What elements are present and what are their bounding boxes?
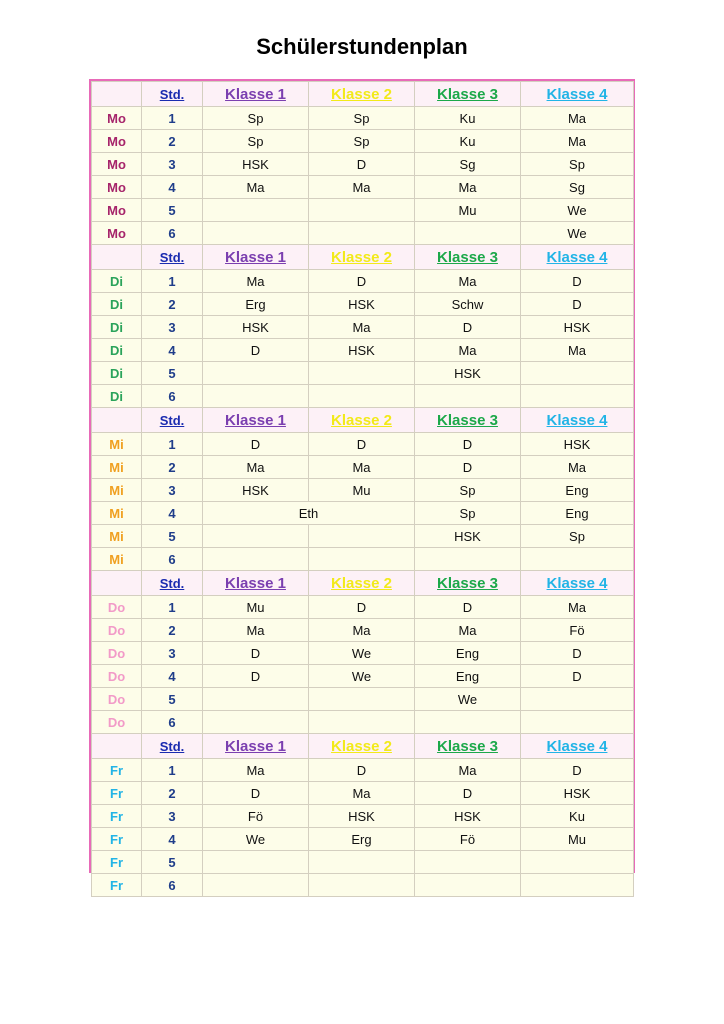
header-row bbox=[92, 571, 634, 596]
day-label: Mo bbox=[92, 176, 142, 199]
day-label: Do bbox=[92, 665, 142, 688]
subject-cell: Ma bbox=[521, 107, 634, 130]
period-number: 1 bbox=[142, 759, 203, 782]
lesson-row bbox=[92, 525, 634, 548]
header-day-cell bbox=[92, 82, 142, 107]
lesson-row bbox=[92, 851, 634, 874]
header-std: Std. bbox=[142, 734, 203, 759]
lesson-row bbox=[92, 596, 634, 619]
lesson-row bbox=[92, 107, 634, 130]
header-row bbox=[92, 245, 634, 270]
subject-cell: Ma bbox=[415, 619, 521, 642]
header-day-cell bbox=[92, 245, 142, 270]
period-number: 4 bbox=[142, 665, 203, 688]
subject-cell: Ma bbox=[309, 176, 415, 199]
header-day-cell bbox=[92, 408, 142, 433]
header-std: Std. bbox=[142, 245, 203, 270]
header-class-3: Klasse 3 bbox=[415, 408, 521, 433]
subject-cell: Sg bbox=[521, 176, 634, 199]
subject-cell: D bbox=[415, 433, 521, 456]
period-number: 2 bbox=[142, 130, 203, 153]
lesson-row bbox=[92, 502, 634, 525]
merged-subject-cell: Eth bbox=[203, 502, 415, 525]
subject-cell bbox=[203, 688, 309, 711]
subject-cell: We bbox=[415, 688, 521, 711]
lesson-row bbox=[92, 433, 634, 456]
subject-cell: D bbox=[415, 782, 521, 805]
subject-cell: Eng bbox=[415, 665, 521, 688]
subject-cell: HSK bbox=[521, 782, 634, 805]
subject-cell bbox=[309, 525, 415, 548]
subject-cell bbox=[309, 688, 415, 711]
lesson-row bbox=[92, 874, 634, 897]
period-number: 1 bbox=[142, 596, 203, 619]
subject-cell bbox=[415, 874, 521, 897]
subject-cell bbox=[309, 874, 415, 897]
period-number: 3 bbox=[142, 642, 203, 665]
lesson-row bbox=[92, 759, 634, 782]
subject-cell: D bbox=[203, 642, 309, 665]
subject-cell: Ma bbox=[203, 759, 309, 782]
subject-cell bbox=[309, 385, 415, 408]
lesson-row bbox=[92, 222, 634, 245]
period-number: 5 bbox=[142, 199, 203, 222]
day-label: Di bbox=[92, 316, 142, 339]
timetable-grid bbox=[91, 81, 634, 897]
period-number: 3 bbox=[142, 316, 203, 339]
day-label: Fr bbox=[92, 805, 142, 828]
subject-cell bbox=[415, 548, 521, 571]
day-label: Mi bbox=[92, 456, 142, 479]
subject-cell bbox=[203, 199, 309, 222]
day-label: Mo bbox=[92, 153, 142, 176]
day-label: Mo bbox=[92, 222, 142, 245]
subject-cell bbox=[309, 199, 415, 222]
subject-cell: Fö bbox=[203, 805, 309, 828]
subject-cell: Sg bbox=[415, 153, 521, 176]
subject-cell: Ku bbox=[521, 805, 634, 828]
period-number: 2 bbox=[142, 782, 203, 805]
day-label: Di bbox=[92, 270, 142, 293]
subject-cell: Mu bbox=[309, 479, 415, 502]
lesson-row bbox=[92, 642, 634, 665]
header-class-1: Klasse 1 bbox=[203, 408, 309, 433]
timetable bbox=[89, 79, 635, 893]
header-row bbox=[92, 408, 634, 433]
lesson-row bbox=[92, 130, 634, 153]
subject-cell: Ma bbox=[309, 782, 415, 805]
subject-cell bbox=[203, 874, 309, 897]
day-label: Mo bbox=[92, 199, 142, 222]
lesson-row bbox=[92, 385, 634, 408]
header-class-2: Klasse 2 bbox=[309, 245, 415, 270]
day-label: Mo bbox=[92, 130, 142, 153]
subject-cell: Ku bbox=[415, 130, 521, 153]
day-label: Do bbox=[92, 688, 142, 711]
lesson-row bbox=[92, 176, 634, 199]
header-row bbox=[92, 734, 634, 759]
subject-cell: We bbox=[309, 665, 415, 688]
subject-cell: Erg bbox=[309, 828, 415, 851]
period-number: 2 bbox=[142, 619, 203, 642]
subject-cell: We bbox=[309, 642, 415, 665]
subject-cell bbox=[415, 385, 521, 408]
lesson-row bbox=[92, 153, 634, 176]
header-class-4: Klasse 4 bbox=[521, 245, 634, 270]
subject-cell bbox=[521, 688, 634, 711]
period-number: 2 bbox=[142, 456, 203, 479]
subject-cell: HSK bbox=[309, 293, 415, 316]
lesson-row bbox=[92, 665, 634, 688]
subject-cell: Sp bbox=[309, 107, 415, 130]
header-std: Std. bbox=[142, 571, 203, 596]
subject-cell: Ku bbox=[415, 107, 521, 130]
subject-cell: D bbox=[415, 456, 521, 479]
subject-cell bbox=[309, 548, 415, 571]
day-label: Mi bbox=[92, 525, 142, 548]
day-label: Fr bbox=[92, 828, 142, 851]
header-class-4: Klasse 4 bbox=[521, 734, 634, 759]
header-class-3: Klasse 3 bbox=[415, 82, 521, 107]
header-class-1: Klasse 1 bbox=[203, 734, 309, 759]
subject-cell: Sp bbox=[521, 525, 634, 548]
period-number: 5 bbox=[142, 688, 203, 711]
period-number: 4 bbox=[142, 176, 203, 199]
header-class-1: Klasse 1 bbox=[203, 82, 309, 107]
lesson-row bbox=[92, 619, 634, 642]
subject-cell: Sp bbox=[309, 130, 415, 153]
period-number: 6 bbox=[142, 711, 203, 734]
lesson-row bbox=[92, 479, 634, 502]
header-class-4: Klasse 4 bbox=[521, 82, 634, 107]
subject-cell: Ma bbox=[203, 176, 309, 199]
subject-cell: Mu bbox=[521, 828, 634, 851]
subject-cell: Mu bbox=[415, 199, 521, 222]
subject-cell bbox=[309, 711, 415, 734]
period-number: 3 bbox=[142, 153, 203, 176]
subject-cell: HSK bbox=[203, 153, 309, 176]
day-label: Fr bbox=[92, 759, 142, 782]
subject-cell bbox=[521, 362, 634, 385]
subject-cell: D bbox=[309, 433, 415, 456]
subject-cell bbox=[203, 548, 309, 571]
subject-cell: HSK bbox=[309, 805, 415, 828]
header-day-cell bbox=[92, 571, 142, 596]
subject-cell: Sp bbox=[203, 107, 309, 130]
subject-cell: Schw bbox=[415, 293, 521, 316]
subject-cell: HSK bbox=[415, 525, 521, 548]
lesson-row bbox=[92, 362, 634, 385]
lesson-row bbox=[92, 828, 634, 851]
subject-cell: HSK bbox=[415, 805, 521, 828]
period-number: 5 bbox=[142, 362, 203, 385]
day-label: Di bbox=[92, 362, 142, 385]
header-class-3: Klasse 3 bbox=[415, 571, 521, 596]
header-std: Std. bbox=[142, 408, 203, 433]
period-number: 5 bbox=[142, 525, 203, 548]
header-class-1: Klasse 1 bbox=[203, 245, 309, 270]
day-label: Di bbox=[92, 339, 142, 362]
subject-cell: D bbox=[203, 433, 309, 456]
header-std: Std. bbox=[142, 82, 203, 107]
subject-cell bbox=[309, 222, 415, 245]
period-number: 4 bbox=[142, 828, 203, 851]
period-number: 6 bbox=[142, 874, 203, 897]
header-class-3: Klasse 3 bbox=[415, 245, 521, 270]
subject-cell: D bbox=[415, 596, 521, 619]
lesson-row bbox=[92, 805, 634, 828]
subject-cell: Eng bbox=[415, 642, 521, 665]
period-number: 1 bbox=[142, 107, 203, 130]
subject-cell: HSK bbox=[521, 316, 634, 339]
subject-cell: Ma bbox=[415, 339, 521, 362]
period-number: 5 bbox=[142, 851, 203, 874]
subject-cell: HSK bbox=[309, 339, 415, 362]
header-class-2: Klasse 2 bbox=[309, 408, 415, 433]
day-label: Do bbox=[92, 596, 142, 619]
lesson-row bbox=[92, 339, 634, 362]
day-label: Mi bbox=[92, 479, 142, 502]
header-class-2: Klasse 2 bbox=[309, 82, 415, 107]
lesson-row bbox=[92, 782, 634, 805]
subject-cell: Sp bbox=[521, 153, 634, 176]
subject-cell bbox=[203, 851, 309, 874]
subject-cell bbox=[415, 222, 521, 245]
header-class-1: Klasse 1 bbox=[203, 571, 309, 596]
subject-cell: D bbox=[309, 153, 415, 176]
lesson-row bbox=[92, 316, 634, 339]
subject-cell: HSK bbox=[415, 362, 521, 385]
day-label: Fr bbox=[92, 782, 142, 805]
header-class-2: Klasse 2 bbox=[309, 571, 415, 596]
period-number: 4 bbox=[142, 502, 203, 525]
period-number: 3 bbox=[142, 805, 203, 828]
lesson-row bbox=[92, 548, 634, 571]
subject-cell bbox=[415, 851, 521, 874]
day-label: Di bbox=[92, 293, 142, 316]
period-number: 2 bbox=[142, 293, 203, 316]
subject-cell: Erg bbox=[203, 293, 309, 316]
subject-cell: Sp bbox=[415, 479, 521, 502]
day-label: Do bbox=[92, 711, 142, 734]
subject-cell: Sp bbox=[203, 130, 309, 153]
subject-cell bbox=[203, 385, 309, 408]
header-class-2: Klasse 2 bbox=[309, 734, 415, 759]
subject-cell: Ma bbox=[521, 596, 634, 619]
period-number: 1 bbox=[142, 270, 203, 293]
subject-cell: HSK bbox=[203, 316, 309, 339]
day-label: Fr bbox=[92, 874, 142, 897]
header-class-4: Klasse 4 bbox=[521, 408, 634, 433]
subject-cell: Eng bbox=[521, 502, 634, 525]
subject-cell: Ma bbox=[521, 130, 634, 153]
subject-cell bbox=[203, 362, 309, 385]
subject-cell: Fö bbox=[415, 828, 521, 851]
subject-cell: D bbox=[521, 665, 634, 688]
subject-cell: We bbox=[203, 828, 309, 851]
subject-cell: Sp bbox=[415, 502, 521, 525]
subject-cell: Ma bbox=[415, 176, 521, 199]
subject-cell bbox=[415, 711, 521, 734]
subject-cell: D bbox=[415, 316, 521, 339]
day-label: Mi bbox=[92, 433, 142, 456]
subject-cell bbox=[521, 548, 634, 571]
header-day-cell bbox=[92, 734, 142, 759]
subject-cell bbox=[203, 711, 309, 734]
subject-cell: Ma bbox=[521, 456, 634, 479]
day-label: Do bbox=[92, 642, 142, 665]
period-number: 6 bbox=[142, 222, 203, 245]
subject-cell: We bbox=[521, 222, 634, 245]
subject-cell: Ma bbox=[415, 759, 521, 782]
subject-cell: D bbox=[521, 270, 634, 293]
subject-cell: D bbox=[521, 642, 634, 665]
subject-cell: HSK bbox=[521, 433, 634, 456]
subject-cell: Ma bbox=[309, 456, 415, 479]
lesson-row bbox=[92, 688, 634, 711]
subject-cell: Ma bbox=[203, 456, 309, 479]
day-label: Do bbox=[92, 619, 142, 642]
subject-cell: Ma bbox=[521, 339, 634, 362]
day-label: Mo bbox=[92, 107, 142, 130]
day-label: Di bbox=[92, 385, 142, 408]
page-title: Schülerstundenplan bbox=[256, 34, 468, 59]
period-number: 6 bbox=[142, 385, 203, 408]
day-label: Fr bbox=[92, 851, 142, 874]
subject-cell: Mu bbox=[203, 596, 309, 619]
subject-cell bbox=[309, 851, 415, 874]
subject-cell: Ma bbox=[203, 619, 309, 642]
subject-cell bbox=[521, 851, 634, 874]
period-number: 4 bbox=[142, 339, 203, 362]
subject-cell: D bbox=[309, 759, 415, 782]
period-number: 6 bbox=[142, 548, 203, 571]
subject-cell bbox=[203, 222, 309, 245]
subject-cell: D bbox=[309, 596, 415, 619]
day-label: Mi bbox=[92, 548, 142, 571]
period-number: 3 bbox=[142, 479, 203, 502]
subject-cell bbox=[521, 385, 634, 408]
subject-cell: D bbox=[309, 270, 415, 293]
subject-cell: Ma bbox=[415, 270, 521, 293]
subject-cell: HSK bbox=[203, 479, 309, 502]
subject-cell bbox=[521, 874, 634, 897]
lesson-row bbox=[92, 199, 634, 222]
header-class-3: Klasse 3 bbox=[415, 734, 521, 759]
subject-cell: D bbox=[521, 293, 634, 316]
subject-cell: D bbox=[203, 782, 309, 805]
subject-cell: D bbox=[203, 339, 309, 362]
lesson-row bbox=[92, 711, 634, 734]
subject-cell: Ma bbox=[203, 270, 309, 293]
subject-cell: We bbox=[521, 199, 634, 222]
lesson-row bbox=[92, 456, 634, 479]
lesson-row bbox=[92, 293, 634, 316]
header-class-4: Klasse 4 bbox=[521, 571, 634, 596]
subject-cell bbox=[309, 362, 415, 385]
subject-cell: Eng bbox=[521, 479, 634, 502]
subject-cell bbox=[203, 525, 309, 548]
subject-cell: Ma bbox=[309, 316, 415, 339]
period-number: 1 bbox=[142, 433, 203, 456]
subject-cell bbox=[521, 711, 634, 734]
subject-cell: Fö bbox=[521, 619, 634, 642]
lesson-row bbox=[92, 270, 634, 293]
day-label: Mi bbox=[92, 502, 142, 525]
subject-cell: Ma bbox=[309, 619, 415, 642]
header-row bbox=[92, 82, 634, 107]
subject-cell: D bbox=[521, 759, 634, 782]
subject-cell: D bbox=[203, 665, 309, 688]
